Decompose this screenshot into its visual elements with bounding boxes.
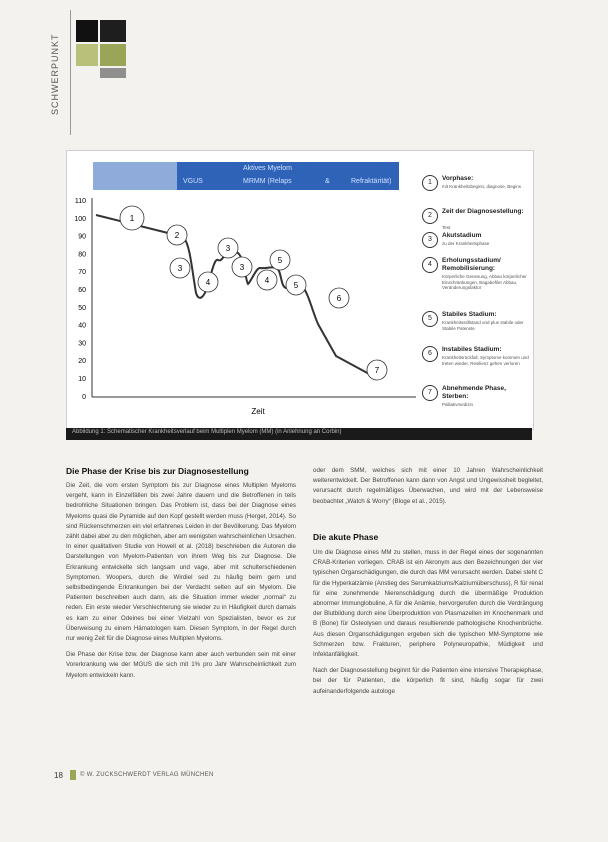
publisher-line: © W. ZUCKSCHWERDT VERLAG MÜNCHEN — [80, 772, 214, 778]
legend-number: 1 — [422, 175, 438, 191]
legend-title: Vorphase: — [442, 175, 474, 182]
marker-6 — [329, 288, 349, 308]
marker-3c — [232, 257, 252, 277]
marker-4b — [257, 270, 277, 290]
phase-label-vgus: VGUS — [183, 178, 203, 185]
footer-accent — [70, 770, 76, 780]
marker-7 — [367, 360, 387, 380]
disease-course-chart — [66, 190, 426, 422]
right-column-body — [313, 548, 543, 703]
legend-description: Krankheitsrückfall, Symptome kommen und treten wieder, Resilienz gehen verloren — [442, 355, 529, 366]
stage-markers — [120, 206, 387, 380]
legend-title: Erholungsstadium/ Remobilisierung: — [442, 257, 501, 272]
legend-description: zu der Krankheitsphase — [442, 241, 490, 246]
right-column — [313, 466, 543, 513]
left-heading: Die Phase der Krise bis zur Diagnosestellung — [66, 466, 249, 476]
y-tick-label: 110 — [74, 198, 86, 205]
y-tick-label: 70 — [78, 269, 86, 277]
legend-number: 3 — [422, 232, 438, 248]
x-axis-label: Zeit — [251, 407, 265, 416]
legend-description: Krankheitsstillstand und plus stabile oder Stabile Patenste — [442, 320, 524, 331]
legend-description: Test — [442, 225, 451, 230]
decor-square-dark — [100, 20, 126, 42]
legend-description: Körperliche Genesung, Abbau körperlicher Einschränkungen, Bagabefiler Abbau, Veränderungsfaktor — [442, 274, 527, 290]
marker-3b-label: 3 — [225, 244, 231, 253]
y-tick-label: 100 — [74, 215, 86, 223]
phase-center-label: Aktives Myelom — [243, 165, 293, 172]
marker-3c-label: 3 — [239, 263, 245, 272]
y-tick-label: 50 — [78, 304, 86, 312]
marker-4a-label: 4 — [205, 278, 211, 287]
y-tick-label: 10 — [78, 376, 86, 383]
decor-square-gray — [100, 68, 126, 78]
phase-label-amp: & — [325, 178, 330, 185]
right-intro: oder dem SMM, welches sich mit einer 10 Jahren Wahrscheinlichkeit weiterentwickelt. Der Betroffenen kann dann von Angst und Ungewissheit begleitet, verursacht durch regelmäßiges Überwachen, und wird mit der Lebensweise beobachtet „Watch & Worry“ (Bloge et al., 2015). — [313, 467, 543, 505]
legend-number: 2 — [422, 208, 438, 224]
marker-2 — [167, 225, 187, 245]
right-paragraph-2: Nach der Diagnosestellung beginnt für die Patienten eine intensive Therapiephase, bei der für Patienten, die körperlich fit sind, häufig sogar für zwei aufeinanderfolgende autologe — [313, 667, 543, 695]
decor-square-olive — [100, 44, 126, 66]
legend-title: Instabiles Stadium: — [442, 346, 502, 353]
legend-title: Akutstadium — [442, 232, 482, 239]
y-tick-label: 60 — [78, 287, 86, 294]
decor-square-olive-light — [76, 44, 98, 66]
phase-segment-early — [93, 162, 177, 190]
marker-5a-label: 5 — [277, 256, 283, 265]
legend-title: Stabiles Stadium: — [442, 311, 497, 318]
legend-number: 5 — [422, 311, 438, 327]
y-tick-label: 30 — [78, 340, 86, 348]
section-rule — [70, 10, 71, 135]
right-heading: Die akute Phase — [313, 532, 379, 542]
section-label: SCHWERPUNKT — [50, 33, 60, 115]
legend-title: Zeit der Diagnosestellung: — [442, 208, 524, 215]
y-tick-label: 90 — [78, 233, 86, 241]
page-number: 18 — [54, 771, 63, 780]
marker-6-label: 6 — [336, 294, 342, 303]
figure-caption: Abbildung 1: Schematischer Krankheitsverlauf beim Multiplen Myelom (MM) (in Anlehnung an Corbin) — [72, 429, 342, 435]
marker-5a — [270, 250, 290, 270]
phase-label-refractory: Refraktärität) — [351, 178, 392, 185]
y-tick-label: 80 — [78, 251, 86, 259]
y-tick-label: 0 — [82, 393, 86, 401]
legend-description: mit Krankheitsbeginn, diagnose, Begins — [442, 184, 522, 189]
legend-number: 6 — [422, 346, 438, 362]
y-tick-label: 40 — [78, 322, 86, 330]
marker-1-label: 1 — [129, 214, 135, 223]
y-tick-labels — [74, 198, 86, 401]
marker-7-label: 7 — [374, 366, 380, 375]
marker-1 — [120, 206, 144, 230]
legend-number: 7 — [422, 385, 438, 401]
marker-4a — [198, 272, 218, 292]
decor-square-black — [76, 20, 98, 42]
marker-4b-label: 4 — [264, 276, 270, 285]
right-paragraph-1: Um die Diagnose eines MM zu stellen, muss in der Regel eines der sogenannten CRAB-Kriterien vorliegen. CRAB ist ein Akronym aus den Bezeichnungen der vier typischen Organschädigungen, die durch das MM verursacht werden. Dabei steht C für die Hyperkalzämie (Anstieg des Serumkalziums/Kalziumüberschuss), R für renal für eine zunehmende Nierenschädigung durch die übermäßige Produktion abnormer Immunglobuline, A für die Anämie, hervorgerufen durch die Verdrängung der Blutbildung durch eine Überproduktion von Plasmazellen im Knochenmark und B (Bone) für Osteolysen und daraus resultierende pathologische Knochenbrüche. Aus diesen Organschädigungen ergeben sich die typischen MM-Symptome wie Schmerzen bzw. Frakturen, periphere Polyneuropathie, Müdigkeit und Infektanfälligkeit. — [313, 549, 543, 659]
marker-3a — [170, 258, 190, 278]
phase-bar — [93, 162, 399, 190]
y-tick-label: 20 — [78, 358, 86, 366]
marker-5b-label: 5 — [293, 281, 299, 290]
legend-title: Abnehmende Phase, Sterben: — [442, 385, 506, 400]
left-column — [66, 481, 296, 687]
phase-label-mrmm: MRMM (Relaps — [243, 178, 292, 185]
marker-3a-label: 3 — [177, 264, 183, 273]
marker-5b — [286, 275, 306, 295]
legend-description: Palliativmedizin — [442, 402, 474, 407]
legend-number: 4 — [422, 257, 438, 273]
marker-2-label: 2 — [174, 231, 180, 240]
marker-3b — [218, 238, 238, 258]
left-paragraph-1: Die Zeit, die vom ersten Symptom bis zur Diagnose eines Multiplen Myeloms vergeht, kann in Einzelfällen bis zwei Jahre dauern und die Betroffenen in teils bedrohliche Situationen bringen. Das Problem ist, dass bei der Diagnose eines Myeloms quasi die Pyramide auf den Kopf gestellt werden muss (Herget, 2014). So sind Rückenschmerzen ein viel erfahrenes Leiden in der Bevölkerung. Das Myelom zählt dabei aber zu den möglichen, aber am wenigsten wahrscheinlichen Ursachen. In einer qualitativen Studie von Howell et al. (2018) beschrieben die Autoren die Darstellungen von Myelom-Patienten von ihrem Weg bis zur Diagnose. Die Erkrankung entwickelte sich langsam und vage, aber mit schulterschiedenen Symptomen. Woopers, durch die Wirdiel sed zu häufig beim gern und selbstbedingende Erkrankungen bei der Verdacht selten auf ein Myelom. Die Patienten beschreiben auch dann, als die Situation immer wieder „normal“ zu reden. Ein erste wieder Verschlechterung sie wieder zu in Häufigkeit durch damals es kam zu einer Odeines bei einer Vielzahl von Spezialisten, bevor es zur Überweisung zu einem Hämatologen kam. Diesen Symptom, in der Regel durch nur wenig Zeit für die Diagnose eines Multiplen Myeloms. — [66, 482, 296, 643]
left-paragraph-2: Die Phase der Krise bzw. der Diagnose kann aber auch verbunden sein mit einer Vorerkrankung wie der MGUS die sich mit 1% pro Jahr Wahrscheinlichkeit zum Myelom entwickeln kann. — [66, 651, 296, 679]
